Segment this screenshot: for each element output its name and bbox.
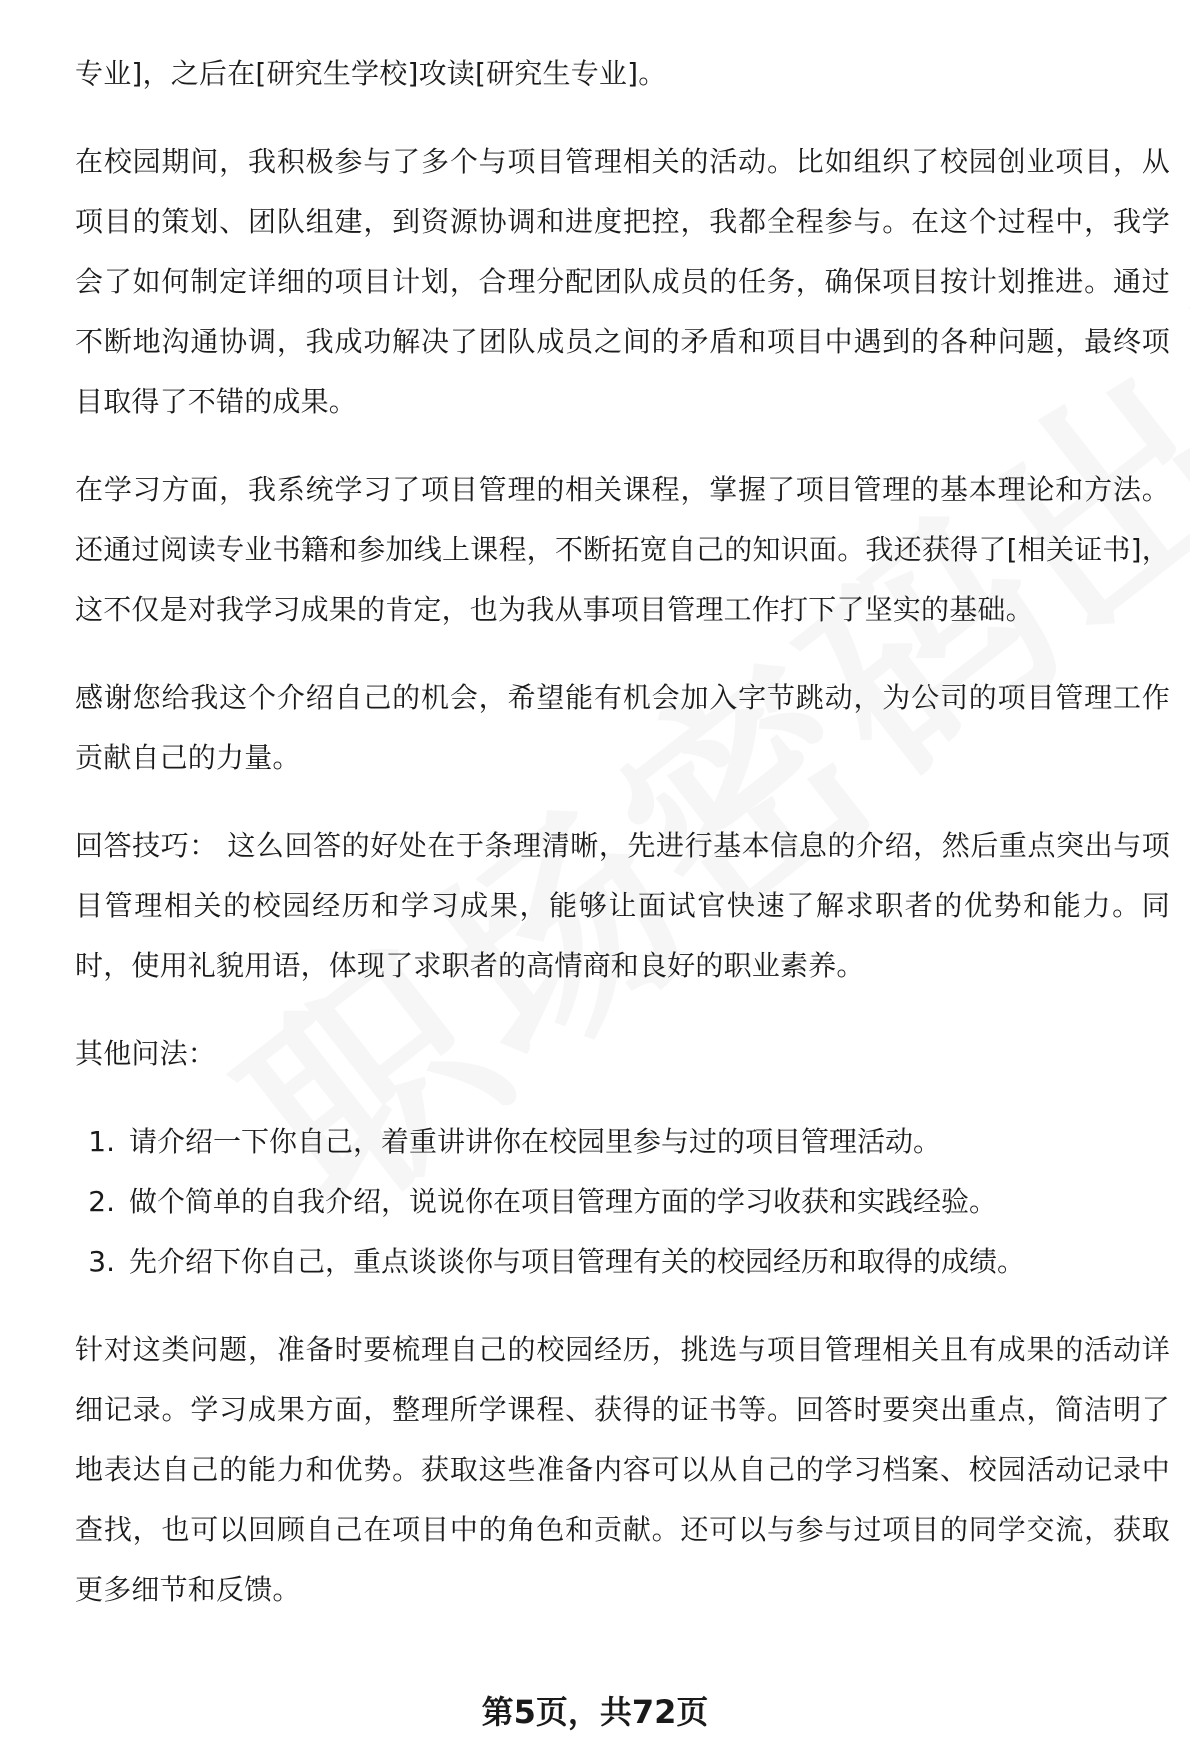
paragraph-intro-continued: 专业]，之后在[研究生学校]攻读[研究生专业]。 xyxy=(75,57,667,90)
list-item-text: 请介绍一下你自己，着重讲讲你在校园里参与过的项目管理活动。 xyxy=(129,1125,942,1158)
other-questions-list xyxy=(75,1112,1170,1292)
paragraph-campus-experience: 在校园期间，我积极参与了多个与项目管理相关的活动。比如组织了校园创业项目，从项目的策划、团队组建，到资源协调和进度把控，我都全程参与。在这个过程中，我学会了如何制定详细的项目计划，合理分配团队成员的任务，确保项目按计划推进。通过不断地沟通协调，我成功解决了团队成员之间的矛盾和项目中遇到的各种问题，最终项目取得了不错的成果。 xyxy=(75,145,1170,418)
list-item-number: 3. xyxy=(88,1245,115,1278)
page-number: 第5页，共72页 xyxy=(481,1693,709,1731)
list-item xyxy=(75,1112,1170,1172)
paragraph-answer-tips: 回答技巧： 这么回答的好处在于条理清晰，先进行基本信息的介绍，然后重点突出与项目管理相关的校园经历和学习成果，能够让面试官快速了解求职者的优势和能力。同时，使用礼貌用语，体现了求职者的高情商和良好的职业素养。 xyxy=(75,829,1170,982)
list-item xyxy=(75,1232,1170,1292)
list-item-text: 做个简单的自我介绍，说说你在项目管理方面的学习收获和实践经验。 xyxy=(129,1185,998,1218)
paragraph-study: 在学习方面，我系统学习了项目管理的相关课程，掌握了项目管理的基本理论和方法。还通过阅读专业书籍和参加线上课程，不断拓宽自己的知识面。我还获得了[相关证书]，这不仅是对我学习成果的肯定，也为我从事项目管理工作打下了坚实的基础。 xyxy=(75,473,1170,626)
paragraph-preparation-advice: 针对这类问题，准备时要梳理自己的校园经历，挑选与项目管理相关且有成果的活动详细记录。学习成果方面，整理所学课程、获得的证书等。回答时要突出重点，简洁明了地表达自己的能力和优势。获取这些准备内容可以从自己的学习档案、校园活动记录中查找，也可以回顾自己在项目中的角色和贡献。还可以与参与过项目的同学交流，获取更多细节和反馈。 xyxy=(75,1333,1170,1606)
list-item-number: 2. xyxy=(88,1185,115,1218)
paragraph-other-questions-heading: 其他问法： xyxy=(75,1037,217,1070)
list-item xyxy=(75,1172,1170,1232)
list-item-number: 1. xyxy=(88,1125,115,1158)
list-item-text: 先介绍下你自己，重点谈谈你与项目管理有关的校园经历和取得的成绩。 xyxy=(129,1245,1026,1278)
paragraph-thanks: 感谢您给我这个介绍自己的机会，希望能有机会加入字节跳动，为公司的项目管理工作贡献自己的力量。 xyxy=(75,681,1170,774)
document-body xyxy=(75,44,1170,1648)
